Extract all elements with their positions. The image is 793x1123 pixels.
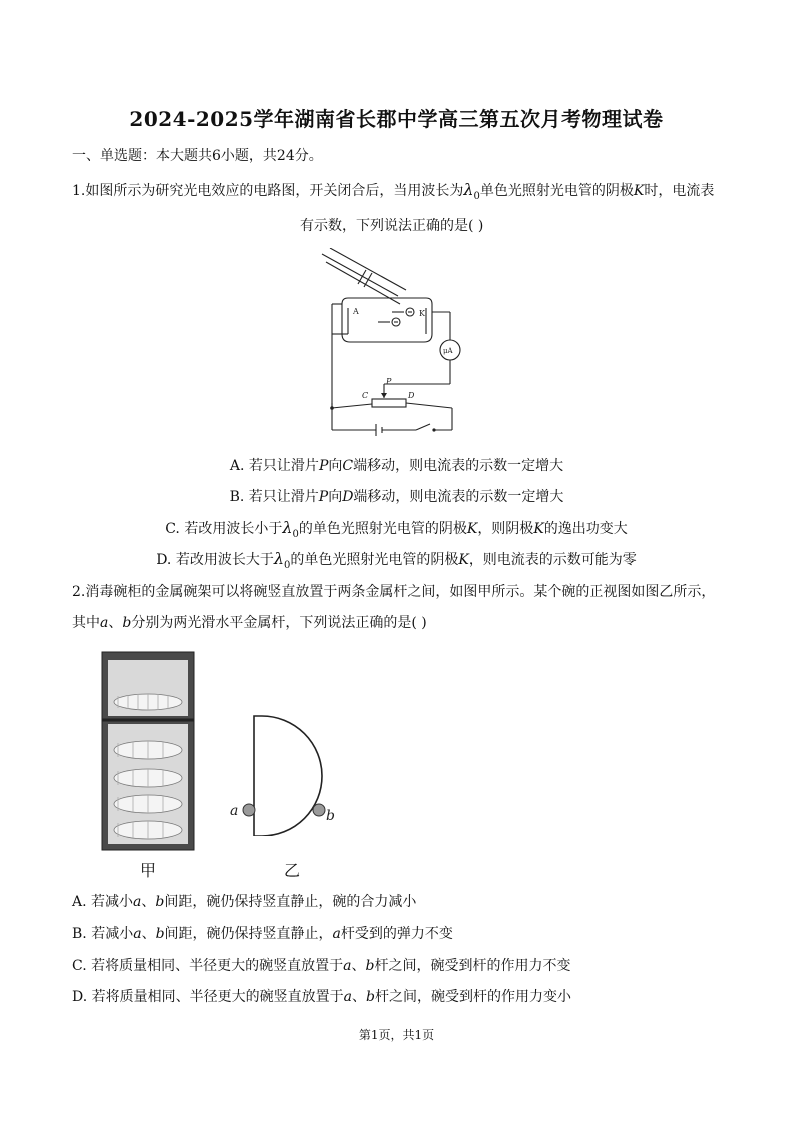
lambda-symbol: $\lambda_0$ — [463, 180, 480, 203]
q1-stem-text-c: 时，电流表 — [644, 183, 715, 199]
dish-cabinet-figure — [98, 650, 198, 860]
fig2-label-a: a — [230, 803, 239, 819]
fig2-label-b: b — [326, 808, 335, 824]
fig1-label-K: K — [419, 309, 425, 318]
q2-stem-line1: 2.消毒碗柜的金属碗架可以将碗竖直放置于两条金属杆之间，如图甲所示。某个碗的正视图如图乙所示， — [72, 584, 716, 600]
q1-option-b: B. 若只让滑片P向D端移动，则电流表的示数一定增大 — [229, 489, 564, 505]
q2-option-d: D. 若将质量相同、半径更大的碗竖直放置于a、b杆之间，碗受到杆的作用力变小 — [72, 989, 571, 1005]
q2-option-a: A. 若减小a、b间距，碗仍保持竖直静止，碗的合力减小 — [72, 894, 417, 910]
q1-stem-text-b: 单色光照射光电管的阴极 — [479, 183, 634, 199]
bowl-front-view-figure — [228, 712, 338, 836]
fig1-label-meter: μA — [443, 347, 453, 355]
fig1-label-P: P — [386, 377, 392, 386]
var-K: K — [633, 183, 645, 199]
q1-option-d: D. 若改用波长大于$\lambda_0$的单色光照射光电管的阴极K，则电流表的示数可能为零 — [156, 549, 637, 572]
photoelectric-circuit-figure — [318, 248, 468, 444]
q1-stem-text-a: 1.如图所示为研究光电效应的电路图，开关闭合后，当用波长为 — [72, 183, 464, 199]
fig2-caption-jia: 甲 — [140, 861, 157, 880]
q1-stem-line1 — [72, 180, 714, 207]
q2-stem-line2: 其中a、b分别为两光滑水平金属杆，下列说法正确的是( ) — [72, 615, 427, 631]
page-footer: 第1页，共1页 — [358, 1028, 435, 1042]
q1-option-a: A. 若只让滑片P向C端移动，则电流表的示数一定增大 — [229, 458, 564, 474]
q1-stem-line2: 有示数，下列说法正确的是( ) — [300, 218, 484, 234]
q2-option-b: B. 若减小a、b间距，碗仍保持竖直静止，a杆受到的弹力不变 — [72, 926, 453, 942]
page-title: 2024-2025学年湖南省长郡中学高三第五次月考物理试卷 — [129, 107, 664, 131]
fig1-label-C: C — [362, 391, 369, 400]
fig1-label-D: D — [408, 391, 415, 400]
q1-option-c: C. 若改用波长小于$\lambda_0$的单色光照射光电管的阴极K，则阴极K的逸出功变大 — [165, 518, 628, 541]
fig2-caption-yi: 乙 — [284, 861, 301, 880]
q2-option-c: C. 若将质量相同、半径更大的碗竖直放置于a、b杆之间，碗受到杆的作用力不变 — [72, 958, 571, 974]
fig1-label-A: A — [353, 307, 359, 316]
section-heading: 一、单选题：本大题共6小题，共24分。 — [72, 148, 323, 164]
